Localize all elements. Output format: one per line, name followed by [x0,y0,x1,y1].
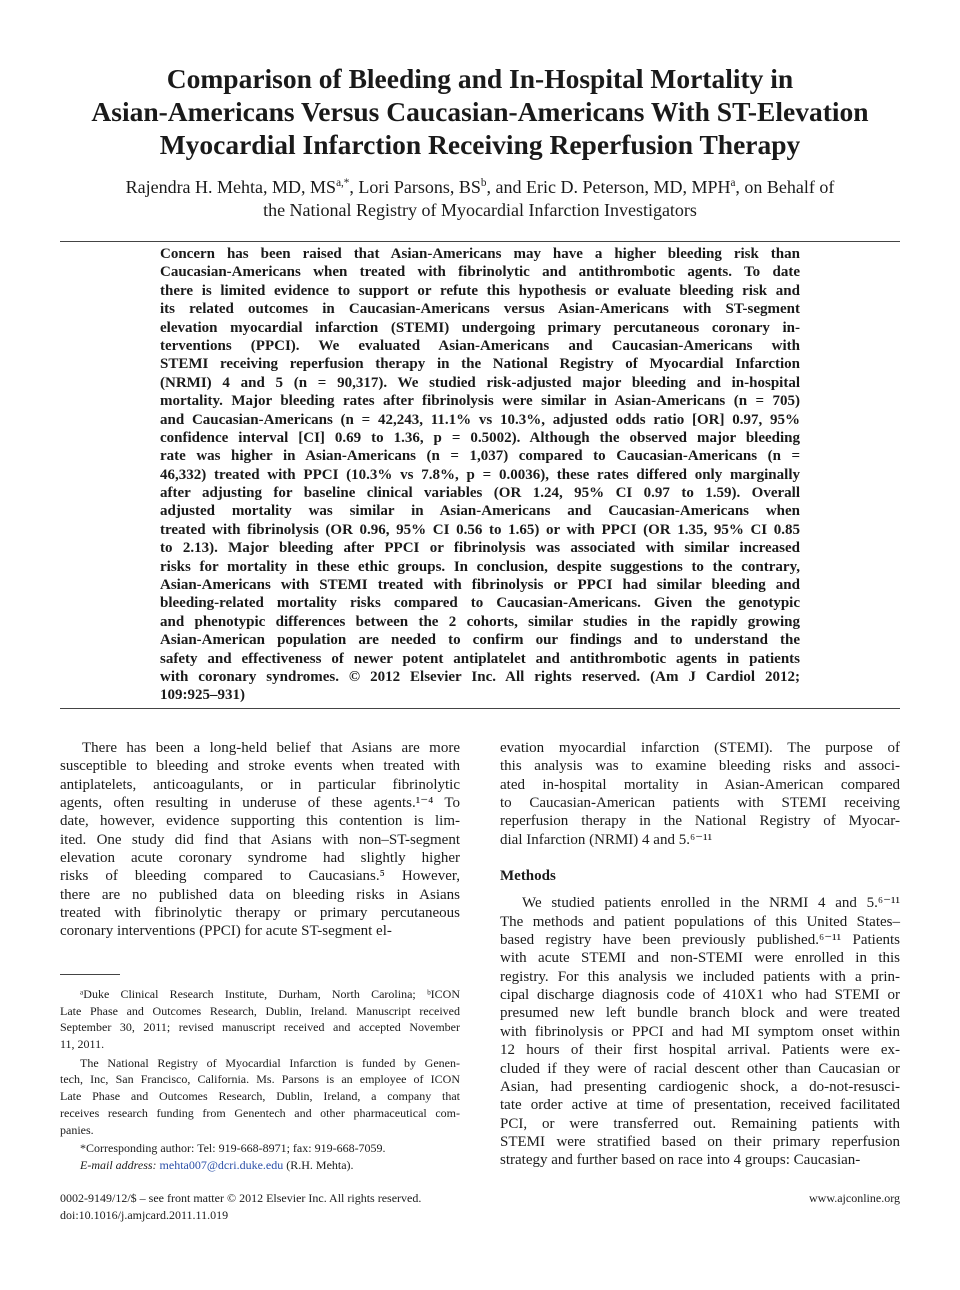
body-line: coronary interventions (PPCI) for acute ST-segment el- [60,923,392,940]
abstract-line: after adjusting for baseline clinical variables (OR 1.24, 95% CI 0.97 to 1.59). Overall [160,485,800,502]
funding-footnote-line: Late Phase and Outcomes Research, Dublin, Ireland, a company that [60,1089,460,1104]
body-line: PCI, or were transferred out. Remaining patients with [500,1115,900,1132]
abstract-bottom-rule [60,708,900,709]
body-line: risks of bleeding compared to Caucasians.⁵ However, [60,868,460,885]
abstract-line: 46,332) treated with PPCI (10.3% vs 7.8%, p = 0.0036), these rates differed only marginally [160,466,800,483]
body-line: There has been a long-held belief that Asians are more [82,740,460,756]
body-line: registry. For this analysis we included patients with a prin- [500,968,900,985]
email-owner: (R.H. Mehta). [286,1157,354,1172]
abstract [160,245,800,705]
author-1-affil: a,* [336,177,350,189]
body-line: to Caucasian-American patients with STEMI receiving [500,795,900,812]
abstract-line: Asian-American population are needed to confirm our findings and to understand the [160,632,800,649]
author-3-affil: a [730,177,736,189]
body-line: based registry have been previously published.⁶⁻¹¹ Patients [500,932,900,949]
abstract-line: to 2.13). Major bleeding after PPCI or fibrinolysis was associated with similar increased [160,540,800,557]
author-list [40,176,920,222]
body-line: 12 hours of their first hospital arrival. Patients were ex- [500,1042,900,1059]
affiliation-footnote-line: 11, 2011. [60,1037,105,1052]
body-line: ated in-hospital mortality in Asian-American compared [500,776,900,793]
body-line: tate order active at time of presentation, received facilitated [500,1097,900,1114]
abstract-line: safety and effectiveness of newer potent antiplatelet and antithrombotic agents in patients [160,650,800,667]
journal-website[interactable]: www.ajconline.org [809,1191,900,1205]
body-line: antiplatelets, anticoagulants, or in particular fibrinolytic [60,776,460,793]
body-line: evation myocardial infarction (STEMI). The purpose of [500,740,900,756]
abstract-line: terventions (PPCI). We evaluated Asian-Americans and Caucasian-Americans with [160,337,800,354]
abstract-top-rule [60,241,900,242]
abstract-line: treated with fibrinolysis (OR 0.96, 95% CI 0.56 to 1.65) or with PPCI (OR 1.35, 95% CI 0.85 [160,521,800,538]
abstract-line: confidence interval [CI] 0.69 to 1.36, p = 0.5002). Although the observed major bleeding [160,429,800,446]
abstract-line: and phenotypic differences between the 2 cohorts, similar studies in the rapidly growing [160,613,800,630]
abstract-line: Caucasian-Americans when treated with fibrinolytic and antithrombotic agents. To date [160,264,800,281]
email-label: E-mail address: [80,1157,157,1172]
funding-footnote-line: panies. [60,1122,94,1137]
body-right-column [500,739,900,1170]
body-line: ited. One study did find that Asians with non–ST-segment [60,831,460,848]
footnotes [60,986,460,1174]
author-3-name: , and Eric D. Peterson, MD, MPH [486,177,731,197]
body-line: Asian, had presenting cardiogenic shock, a do-not-resusci- [500,1078,900,1095]
abstract-line: there is limited evidence to support or refute this hypothesis or evaluate bleeding risk and [160,282,800,299]
body-line: presumed new left bundle branch block and were treated [500,1005,900,1022]
affiliation-footnote-line: ᵃDuke Clinical Research Institute, Durham, North Carolina; ᵇICON [80,987,460,1001]
article-title [40,62,920,161]
title-line: Comparison of Bleeding and In-Hospital Mortality in [166,63,794,94]
body-line: elevation acute coronary syndrome had slightly higher [60,850,460,867]
issn-line: 0002-9149/12/$ – see front matter © 2012 Elsevier Inc. All rights reserved. [60,1191,422,1205]
author-2-name: , Lori Parsons, BS [349,177,481,197]
body-line: there are no published data on bleeding risks in Asians [60,886,460,903]
abstract-line: Concern has been raised that Asian-Americans may have a higher bleeding risk than [160,246,800,262]
abstract-line: its related outcomes in Caucasian-Americans versus Asian-Americans with ST-segment [160,301,800,318]
abstract-line: risks for mortality in these ethic groups. In conclusion, despite suggestions to the contrary, [160,558,800,575]
body-line: date, however, evidence supporting this contention is lim- [60,813,460,830]
abstract-line: with coronary syndromes. © 2012 Elsevier Inc. All rights reserved. (Am J Cardiol 2012; [160,668,800,685]
body-line: with acute STEMI and non-STEMI were enrolled in this [500,950,900,967]
body-left-column [60,739,460,941]
body-line: with fibrinolysis or PPCI and had MI symptom onset within [500,1023,900,1040]
author-2-affil: b [480,177,487,189]
body-line: cluded if they were of racial descent other than Caucasian or [500,1060,900,1077]
author-1-name: Rajendra H. Mehta, MD, MS [125,177,337,197]
abstract-line: and Caucasian-Americans (n = 42,243, 11.1% vs 10.3%, adjusted odds ratio [OR] 0.97, 95% [160,411,800,428]
body-line: treated with fibrinolytic therapy or primary percutaneous [60,905,460,922]
body-line: STEMI were stratified based on their primary reperfusion [500,1133,900,1150]
email-line [60,1157,460,1174]
abstract-line: elevation myocardial infarction (STEMI) undergoing primary percutaneous coronary in- [160,319,800,336]
abstract-line: Asian-Americans with STEMI treated with fibrinolysis or PPCI had similar bleeding and [160,577,800,594]
body-line: strategy and further based on race into 4 groups: Caucasian- [500,1152,861,1169]
body-line: cipal discharge diagnosis code of 410X1 who had STEMI or [500,987,900,1004]
body-line: The methods and patient populations of this United States– [500,913,900,930]
funding-footnote-line: receives research funding from Genentech and other pharmaceutical com- [60,1105,460,1120]
funding-footnote-line: tech, Inc, San Francisco, California. Ms. Parsons is an employee of ICON [60,1072,460,1087]
funding-footnote [60,1055,460,1138]
abstract-line: mortality. Major bleeding rates after fibrinolysis were similar in Asian-Americans (n = 705) [160,393,800,410]
title-line: Myocardial Infarction Receiving Reperfusion Therapy [159,129,801,160]
section-heading-methods: Methods [500,868,556,885]
affiliation-footnote-line: Late Phase and Outcomes Research, Dublin, Ireland. Manuscript received [60,1003,460,1018]
author-line-1 [40,176,920,199]
body-line: agents, often resulting in underuse of these agents.¹⁻⁴ To [60,795,460,812]
affiliation-footnote-line: September 30, 2011; revised manuscript received and accepted November [60,1020,460,1035]
body-line: reperfusion therapy in the National Registry of Myocar- [500,813,900,830]
abstract-line: rate was higher in Asian-Americans (n = 1,037) compared to Caucasian-Americans (n = [160,448,800,465]
funding-footnote-line: The National Registry of Myocardial Infarction is funded by Genen- [80,1055,460,1070]
abstract-line: (NRMI) 4 and 5 (n = 90,317). We studied risk-adjusted major bleeding and in-hospital [160,374,800,391]
footer-left [60,1190,421,1224]
email-link[interactable]: mehta007@dcri.duke.edu [159,1157,284,1172]
body-line: dial Infarction (NRMI) 4 and 5.⁶⁻¹¹ [500,831,713,848]
body-line: susceptible to bleeding and stroke events when treated with [60,758,460,775]
abstract-line: STEMI receiving reperfusion therapy in the National Registry of Myocardial Infarction [160,356,800,373]
footnote-rule [60,974,120,975]
author-tail: , on Behalf of [735,177,835,197]
abstract-line: bleeding-related mortality risks compared to Caucasian-Americans. Given the genotypic [160,595,800,612]
body-line: We studied patients enrolled in the NRMI 4 and 5.⁶⁻¹¹ [522,895,900,912]
corresponding-author: *Corresponding author: Tel: 919-668-8971; fax: 919-668-7059. [80,1141,386,1156]
body-line: this analysis was to examine bleeding risks and associ- [500,758,900,775]
author-group: the National Registry of Myocardial Infarction Investigators [263,200,697,220]
abstract-line: 109:925–931) [160,687,245,704]
title-line: Asian-Americans Versus Caucasian-Americans With ST-Elevation [91,96,869,127]
doi-line: doi:10.1016/j.amjcard.2011.11.019 [60,1208,229,1222]
abstract-line: adjusted mortality was similar in Asian-Americans and Caucasian-Americans when [160,503,800,520]
